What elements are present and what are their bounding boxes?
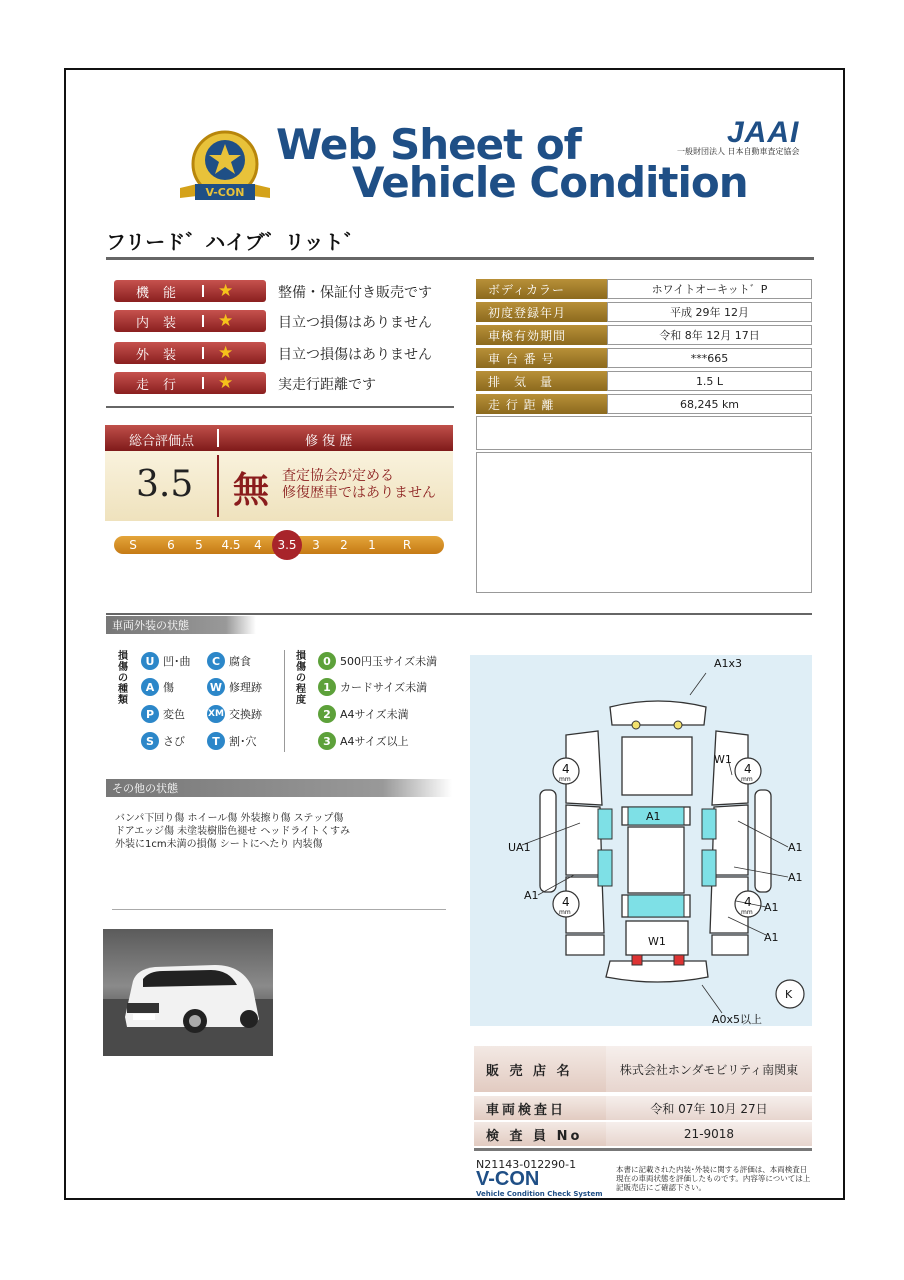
other-conditions: バンパ下回り傷 ホイール傷 外装擦り傷 ステップ傷 ドアエッジ傷 未塗装樹脂色褪せ ヘッドライトくすみ 外装に1cm未満の損傷 シートにへたり 内装傷 — [115, 813, 351, 850]
grade-5: 5 — [195, 538, 203, 552]
score-header — [105, 425, 453, 451]
info-value-first-reg: 平成 29年 12月 — [607, 302, 812, 322]
legend-degree-2: 2 A4サイズ未満 — [318, 705, 409, 723]
damage-diagram — [470, 655, 812, 1026]
eval-exterior-text: 目立つ損傷はありません — [278, 347, 432, 363]
dealer-label: 販 売 店 名 — [474, 1046, 606, 1092]
diag-a1-r4: A1 — [764, 931, 779, 944]
legend-U: U 凹･曲 — [141, 652, 191, 670]
legend-W: W 修理跡 — [207, 678, 262, 696]
eval-function: 機能 ★ — [114, 280, 266, 302]
vehicle-photo — [103, 929, 273, 1056]
damage-degree-label: 損傷の程度 — [296, 651, 306, 706]
score-header-left: 総合評価点 — [129, 434, 195, 449]
legend-XM: XM 交換跡 — [207, 705, 262, 723]
eval-function-text: 整備・保証付き販売です — [278, 285, 432, 301]
grade-S: S — [129, 538, 137, 552]
diag-a1-left: A1 — [524, 889, 539, 902]
legend-C: C 腐食 — [207, 652, 251, 670]
score-header-right: 修 復 歴 — [305, 434, 353, 449]
grade-2: 2 — [340, 538, 348, 552]
title-line1: Web Sheet of — [276, 120, 581, 169]
diag-ua1: UA1 — [508, 841, 531, 854]
legend-divider — [284, 650, 285, 752]
star-icon: ★ — [218, 343, 234, 363]
seal-text: V-CON — [205, 186, 245, 199]
vcon-seal-logo — [175, 124, 275, 204]
jaai-logo: JAAI — [727, 116, 800, 149]
diag-a1-r3: A1 — [764, 901, 779, 914]
eval-mileage-text: 実走行距離です — [278, 377, 376, 393]
legend-degree-0: 0 500円玉サイズ未満 — [318, 652, 437, 670]
diag-w1-bottom: W1 — [648, 935, 666, 948]
info-value-displacement: 1.5 L — [607, 371, 812, 391]
info-value-inspection: 令和 8年 12月 17日 — [607, 325, 812, 345]
star-icon: ★ — [218, 281, 234, 301]
eval-exterior: 外装 ★ — [114, 342, 266, 364]
header-divider — [106, 257, 814, 260]
eval-interior-text: 目立つ損傷はありません — [278, 315, 432, 331]
eval-interior: 内装 ★ — [114, 310, 266, 332]
info-value-color: ホワイトオーキット゛P — [607, 279, 812, 299]
info-value-chassis: ***665 — [607, 348, 812, 368]
dealer-divider — [474, 1148, 812, 1151]
car-icon — [103, 929, 273, 1056]
repair-text: 査定協会が定める 修復歴車ではありません — [282, 468, 436, 501]
info-label-inspection: 車検有効期間 — [476, 325, 607, 345]
legend-A: A 傷 — [141, 678, 174, 696]
other-section-tab: その他の状態 — [106, 779, 452, 797]
grade-4: 4 — [254, 538, 262, 552]
overall-score: 3.5 — [136, 464, 194, 505]
diag-k-label: K — [785, 988, 793, 1001]
grade-1: 1 — [368, 538, 376, 552]
other-divider — [112, 909, 446, 910]
legend-P: P 変色 — [141, 705, 185, 723]
diag-a1-r2: A1 — [788, 871, 803, 884]
star-icon: ★ — [218, 311, 234, 331]
diag-top-label: A1x3 — [714, 657, 743, 670]
tire-rl: 4 — [562, 895, 570, 909]
inspector-label: 検 査 員 No — [474, 1122, 606, 1146]
eval-mileage: 走行 ★ — [114, 372, 266, 394]
remarks-box — [476, 452, 812, 593]
section-divider — [106, 613, 812, 615]
info-label-color: ボディカラー — [476, 279, 607, 299]
vehicle-outline-diagram — [470, 655, 812, 1026]
title-line2: Vehicle Condition — [352, 158, 748, 207]
grade-R: R — [402, 538, 412, 552]
eval-divider — [106, 406, 454, 408]
info-blank-box — [476, 416, 812, 450]
sheet-code: N21143-012290-1 — [476, 1158, 577, 1171]
svg-text:mm: mm — [741, 909, 753, 916]
grade-3-5-active: 3.5 — [272, 530, 302, 560]
svg-text:mm: mm — [559, 909, 571, 916]
vcon-subtitle: Vehicle Condition Check System — [476, 1190, 603, 1198]
star-icon: ★ — [218, 373, 234, 393]
jaai-subtitle: 一般財団法人 日本自動車査定協会 — [677, 147, 800, 156]
diag-a1-center: A1 — [646, 810, 661, 823]
info-label-mileage: 走 行 距 離 — [476, 394, 607, 414]
svg-text:mm: mm — [741, 776, 753, 783]
model-name: フリード゛ハイブ゛リット゛ — [106, 230, 364, 254]
info-label-displacement: 排 気 量 — [476, 371, 607, 391]
damage-type-label: 損傷の種類 — [118, 651, 128, 706]
repair-mark: 無 — [233, 469, 270, 511]
dealer-value: 株式会社ホンダモビリティ南関東 — [606, 1046, 812, 1092]
tire-fr: 4 — [744, 762, 752, 776]
legend-T: T 割･穴 — [207, 732, 257, 750]
info-label-chassis: 車 台 番 号 — [476, 348, 607, 368]
footer-note: 本書に記載された内装･外装に関する評価は、本両検査日現在の車両状態を評価したものです。内容等については上記販売店にご確認下さい。 — [616, 1165, 811, 1192]
info-label-first-reg: 初度登録年月 — [476, 302, 607, 322]
diag-a1-r1: A1 — [788, 841, 803, 854]
grade-3: 3 — [312, 538, 320, 552]
info-value-mileage: 68,245 km — [607, 394, 812, 414]
svg-text:mm: mm — [559, 776, 571, 783]
grade-4-5: 4.5 — [221, 538, 241, 552]
grade-6: 6 — [167, 538, 175, 552]
inspection-date-label: 車両検査日 — [474, 1096, 606, 1120]
legend-S: S さび — [141, 732, 185, 750]
diag-w1-right: W1 — [714, 753, 732, 766]
diag-bottom-label: A0x5以上 — [712, 1013, 763, 1026]
inspector-value: 21-9018 — [606, 1122, 812, 1146]
legend-degree-3: 3 A4サイズ以上 — [318, 732, 409, 750]
vcon-brand: V-CON — [476, 1168, 540, 1190]
inspection-date-value: 令和 07年 10月 27日 — [606, 1096, 812, 1120]
legend-degree-1: 1 カードサイズ未満 — [318, 678, 427, 696]
tire-fl: 4 — [562, 762, 570, 776]
exterior-section-tab: 車両外装の状態 — [106, 616, 256, 634]
tire-rr: 4 — [744, 895, 752, 909]
